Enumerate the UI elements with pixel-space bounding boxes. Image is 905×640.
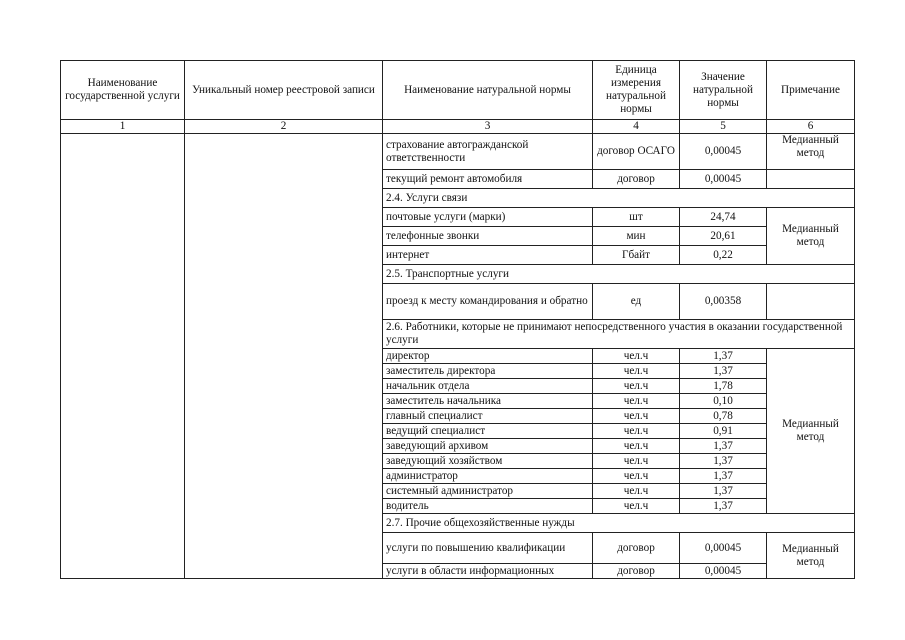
norm-name: телефонные звонки: [383, 227, 593, 246]
header-unit: Единица измерения натуральной нормы: [593, 61, 680, 120]
norm-unit: чел.ч: [593, 409, 680, 424]
norm-value: 1,37: [680, 439, 767, 454]
norm-name: начальник отдела: [383, 379, 593, 394]
norm-name: проезд к месту командирования и обратно: [383, 284, 593, 320]
norm-name: ведущий специалист: [383, 424, 593, 439]
header-service-name: Наименование государственной услуги: [61, 61, 185, 120]
service-name-cell: [61, 134, 185, 579]
norm-value: 0,00045: [680, 134, 767, 170]
norm-value: 1,37: [680, 499, 767, 514]
norm-name: страхование автогражданской ответственности: [383, 134, 593, 170]
column-number: 6: [767, 120, 855, 134]
norm-value: 1,37: [680, 349, 767, 364]
section-title-transport: 2.5. Транспортные услуги: [383, 265, 855, 284]
norm-value: 24,74: [680, 208, 767, 227]
header-note: Примечание: [767, 61, 855, 120]
norm-unit: чел.ч: [593, 394, 680, 409]
norm-unit: чел.ч: [593, 349, 680, 364]
column-number-row: [61, 120, 855, 134]
table-row: [61, 134, 855, 170]
norm-unit: договор: [593, 564, 680, 579]
note-empty: [767, 170, 855, 189]
norm-value: 1,37: [680, 469, 767, 484]
section-title-communication: 2.4. Услуги связи: [383, 189, 855, 208]
norm-value: 0,22: [680, 246, 767, 265]
norm-value: 20,61: [680, 227, 767, 246]
norm-name: директор: [383, 349, 593, 364]
header-value: Значение натуральной нормы: [680, 61, 767, 120]
column-number: 2: [185, 120, 383, 134]
note-median: Медианный метод: [767, 349, 855, 514]
column-number: 4: [593, 120, 680, 134]
norm-name: почтовые услуги (марки): [383, 208, 593, 227]
note-median: Медианный метод: [767, 134, 855, 170]
norm-unit: чел.ч: [593, 469, 680, 484]
header-norm-name: Наименование натуральной нормы: [383, 61, 593, 120]
norm-value: 1,37: [680, 454, 767, 469]
norm-unit: договор: [593, 170, 680, 189]
norm-unit: чел.ч: [593, 364, 680, 379]
norm-unit: чел.ч: [593, 499, 680, 514]
norm-name: администратор: [383, 469, 593, 484]
norm-name: услуги в области информационных: [383, 564, 593, 579]
norm-name: интернет: [383, 246, 593, 265]
header-row: [61, 61, 855, 120]
norm-name: услуги по повышению квалификации: [383, 533, 593, 564]
norm-value: 1,37: [680, 364, 767, 379]
column-number: 5: [680, 120, 767, 134]
header-registry-number: Уникальный номер реестровой записи: [185, 61, 383, 120]
section-title-staff: 2.6. Работники, которые не принимают непосредственного участия в оказании государственной услуги: [383, 320, 855, 349]
norm-value: 1,37: [680, 484, 767, 499]
norm-value: 0,91: [680, 424, 767, 439]
norm-unit: шт: [593, 208, 680, 227]
note-empty: [767, 284, 855, 320]
norm-value: 0,78: [680, 409, 767, 424]
section-title-general-needs: 2.7. Прочие общехозяйственные нужды: [383, 514, 855, 533]
norm-unit: чел.ч: [593, 454, 680, 469]
note-median: Медианный метод: [767, 208, 855, 265]
norm-name: системный администратор: [383, 484, 593, 499]
norm-unit: договор: [593, 533, 680, 564]
norm-unit: чел.ч: [593, 379, 680, 394]
norm-name: заместитель начальника: [383, 394, 593, 409]
natural-norms-table: [60, 60, 855, 579]
norm-name: заведующий хозяйством: [383, 454, 593, 469]
norm-value: 0,10: [680, 394, 767, 409]
norm-value: 1,78: [680, 379, 767, 394]
norm-value: 0,00358: [680, 284, 767, 320]
norm-unit: мин: [593, 227, 680, 246]
norm-name: водитель: [383, 499, 593, 514]
column-number: 3: [383, 120, 593, 134]
note-median: Медианный метод: [767, 533, 855, 579]
norm-name: текущий ремонт автомобиля: [383, 170, 593, 189]
norm-unit: ед: [593, 284, 680, 320]
norm-unit: Гбайт: [593, 246, 680, 265]
norm-unit: чел.ч: [593, 484, 680, 499]
norm-unit: чел.ч: [593, 424, 680, 439]
registry-number-cell: [185, 134, 383, 579]
norm-value: 0,00045: [680, 564, 767, 579]
norm-value: 0,00045: [680, 533, 767, 564]
norm-unit: чел.ч: [593, 439, 680, 454]
norm-name: главный специалист: [383, 409, 593, 424]
norm-name: заведующий архивом: [383, 439, 593, 454]
norm-unit: договор ОСАГО: [593, 134, 680, 170]
norm-value: 0,00045: [680, 170, 767, 189]
column-number: 1: [61, 120, 185, 134]
norm-name: заместитель директора: [383, 364, 593, 379]
